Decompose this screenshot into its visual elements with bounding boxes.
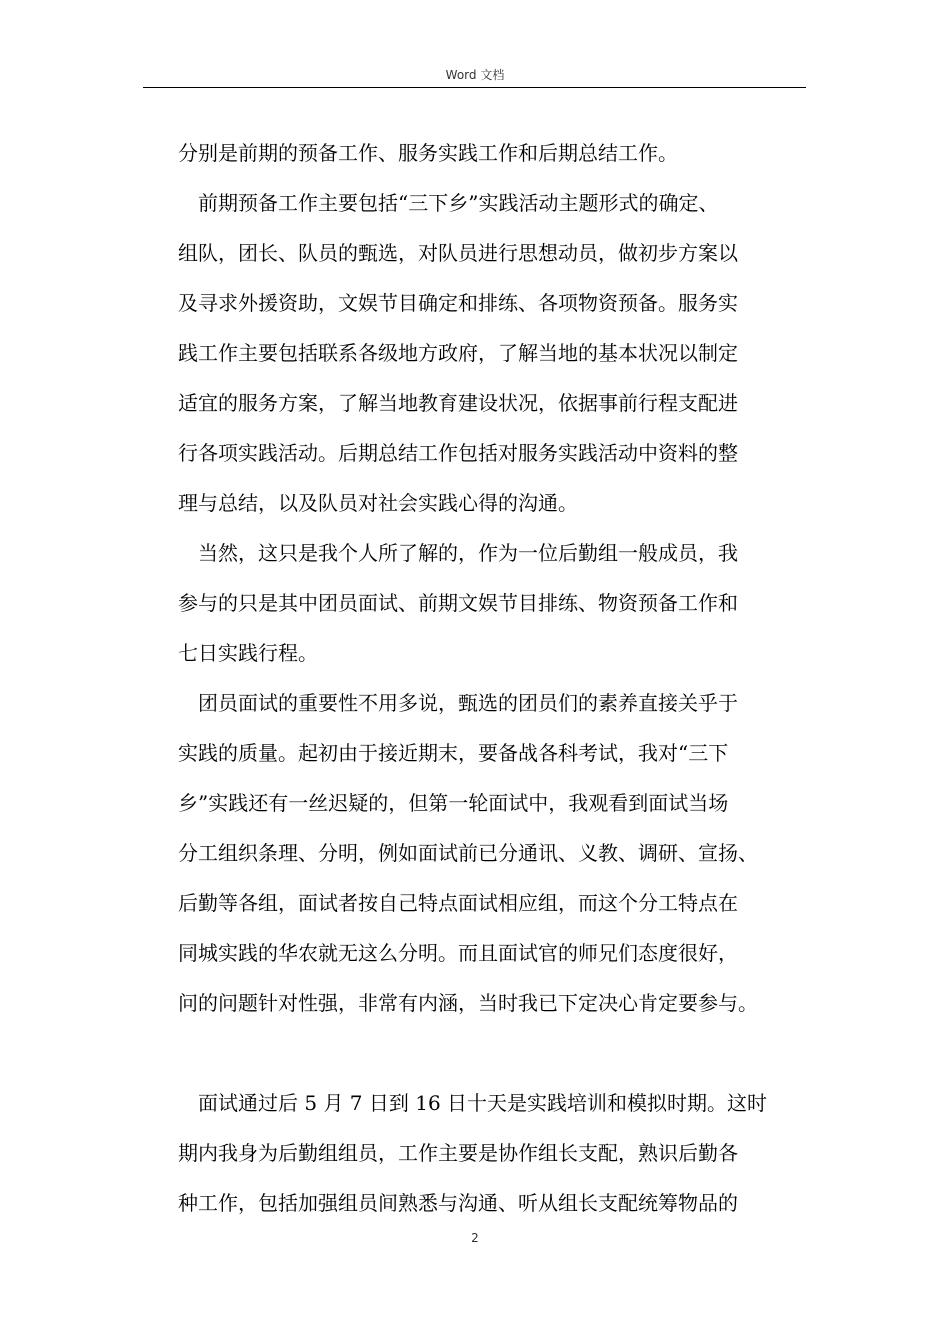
text-line: 同城实践的华农就无这么分明。而且面试官的师兄们态度很好，	[178, 941, 738, 965]
text-line: 践工作主要包括联系各级地方政府，了解当地的基本状况以制定	[178, 341, 738, 365]
text-line: 行各项实践活动。后期总结工作包括对服务实践活动中资料的整	[178, 441, 738, 465]
text-line: 种工作，包括加强组员间熟悉与沟通、听从组长支配统筹物品的	[178, 1191, 738, 1215]
blank-line	[178, 1028, 808, 1078]
text-line: 分别是前期的预备工作、服务实践工作和后期总结工作。	[178, 141, 678, 165]
paragraph-start-line: 面试通过后 5 月 7 日到 16 日十天是实践培训和模拟时期。这时	[198, 1091, 768, 1115]
text-line: 分工组织条理、分明，例如面试前已分通讯、义教、调研、宣扬、	[178, 841, 758, 865]
text-line: 乡”实践还有一丝迟疑的，但第一轮面试中，我观看到面试当场	[178, 791, 729, 815]
text-line: 理与总结，以及队员对社会实践心得的沟通。	[178, 491, 578, 515]
text-line: 实践的质量。起初由于接近期末，要备战各科考试，我对“三下	[178, 741, 729, 765]
page-number: 2	[471, 1231, 479, 1245]
text-line: 参与的只是其中团员面试、前期文娱节目排练、物资预备工作和	[178, 591, 738, 615]
text-line: 七日实践行程。	[178, 641, 318, 665]
text-line: 组队，团长、队员的甄选，对队员进行思想动员，做初步方案以	[178, 241, 738, 265]
paragraph-start-line: 前期预备工作主要包括“三下乡”实践活动主题形式的确定、	[198, 191, 719, 215]
text-line: 问的问题针对性强，非常有内涵，当时我已下定决心肯定要参与。	[178, 991, 758, 1015]
paragraph-start-line: 当然，这只是我个人所了解的，作为一位后勤组一般成员，我	[198, 541, 738, 565]
document-body	[178, 128, 808, 1228]
paragraph-start-line: 团员面试的重要性不用多说，甄选的团员们的素养直接关乎于	[198, 691, 738, 715]
text-line: 及寻求外援资助，文娱节目确定和排练、各项物资预备。服务实	[178, 291, 738, 315]
page-header: Word 文档	[445, 68, 505, 82]
text-line: 适宜的服务方案，了解当地教育建设状况，依据事前行程支配进	[178, 391, 738, 415]
text-line: 期内我身为后勤组组员，工作主要是协作组长支配，熟识后勤各	[178, 1141, 738, 1165]
text-line: 后勤等各组，面试者按自己特点面试相应组，而这个分工特点在	[178, 891, 738, 915]
header-divider	[143, 87, 806, 88]
